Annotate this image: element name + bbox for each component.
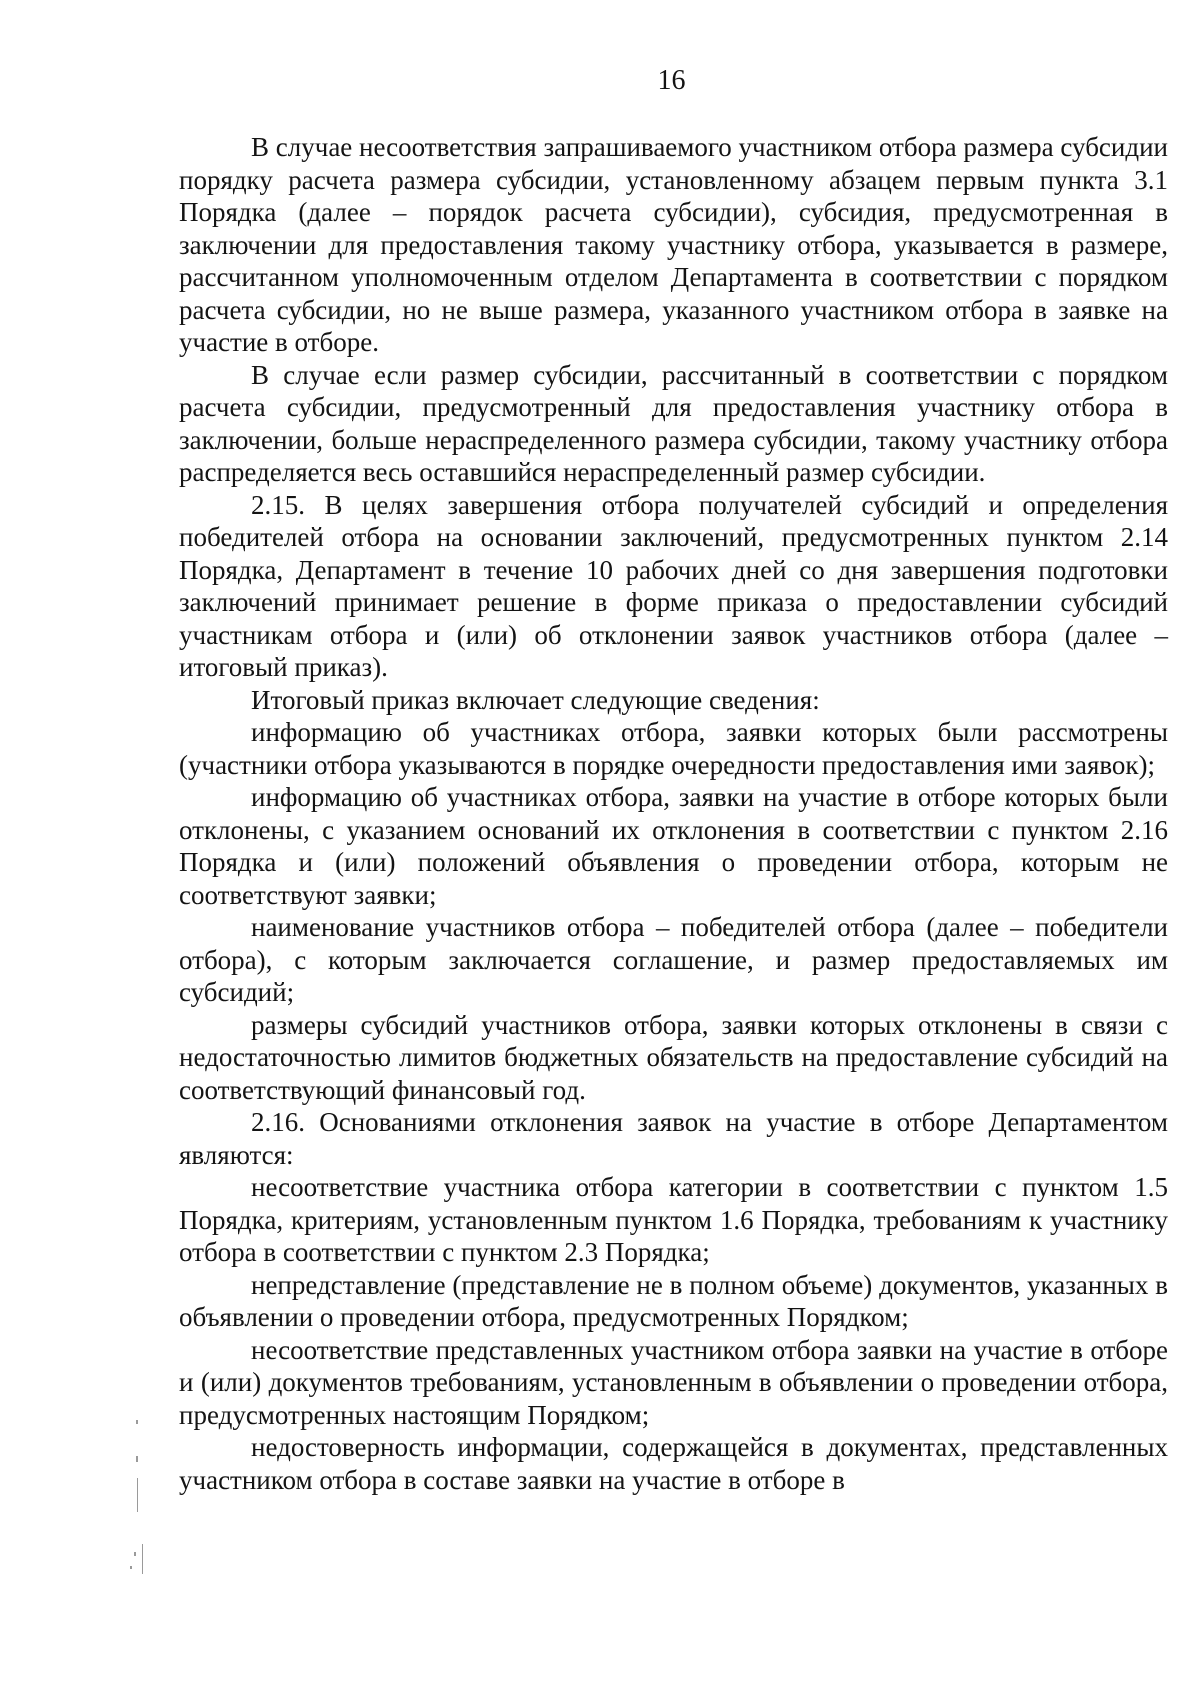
paragraph: информацию об участниках отбора, заявки которых были рассмотрены (участники отбора указываются в порядке очередности предоставления ими заявок); — [179, 717, 1168, 780]
paragraph: В случае если размер субсидии, рассчитанный в соответствии с порядком расчета субсидии, предусмотренный для предоставления участнику отбора в заключении, больше нераспределенного размера субсидии, такому участнику отбора распределяется весь оставшийся нераспределенный размер субсидии. — [179, 359, 1168, 487]
paragraph: непредставление (представление не в полном объеме) документов, указанных в объявлении о проведении отбора, предусмотренных Порядком; — [179, 1269, 1168, 1332]
scan-mark — [136, 1456, 138, 1462]
paragraph: В случае несоответствия запрашиваемого участником отбора размера субсидии порядку расчета размера субсидии, установленному абзацем первым пункта 3.1 Порядка (далее – порядок расчета субсидии), субсидия, предусмотренная в заключении для предоставления такому участнику отбора, указывается в размере, рассчитанном уполномоченным отделом Департамента в соответствии с порядком расчета субсидии, но не выше размера, указанного участником отбора в заявке на участие в отборе. — [179, 132, 1168, 357]
scan-mark — [134, 1552, 136, 1556]
paragraph: Итоговый приказ включает следующие сведения: — [251, 684, 820, 715]
scan-mark — [136, 1420, 138, 1424]
scan-artifact-marks — [130, 1420, 170, 1620]
paragraph: наименование участников отбора – победителей отбора (далее – победители отбора), с которым заключается соглашение, и размер предоставляемых им субсидий; — [179, 912, 1168, 1007]
document-body — [179, 131, 1168, 1496]
paragraph-last: недостоверность информации, содержащейся в документах, представленных участником отбора в составе заявки на участие в отборе в — [179, 1432, 1168, 1495]
paragraph: 2.15. В целях завершения отбора получателей субсидий и определения победителей отбора на основании заключений, предусмотренных пунктом 2.14 Порядка, Департамент в течение 10 рабочих дней со дня завершения подготовки заключений принимает решение в форме приказа о предоставлении субсидий участникам отбора и (или) об отклонении заявок участников отбора (далее – итоговый приказ). — [179, 489, 1168, 682]
scan-mark — [130, 1566, 132, 1569]
paragraph: несоответствие представленных участником отбора заявки на участие в отборе и (или) документов требованиям, установленным в объявлении о проведении отбора, предусмотренных настоящим Порядком; — [179, 1334, 1168, 1430]
paragraph: несоответствие участника отбора категории в соответствии с пунктом 1.5 Порядка, критериям, установленным пунктом 1.6 Порядка, требованиям к участнику отбора в соответствии с пунктом 2.3 Порядка; — [179, 1172, 1168, 1267]
paragraph: информацию об участниках отбора, заявки на участие в отборе которых были отклонены, с указанием оснований их отклонения в соответствии с пунктом 2.16 Порядка и (или) положений объявления о проведении отбора, которым не соответствуют заявки; — [179, 782, 1168, 910]
paragraph: 2.16. Основаниями отклонения заявок на участие в отборе Департаментом являются: — [179, 1107, 1168, 1170]
scan-mark — [137, 1478, 138, 1512]
paragraph: размеры субсидий участников отбора, заявки которых отклонены в связи с недостаточностью лимитов бюджетных обязательств на предоставление субсидий на соответствующий финансовый год. — [179, 1009, 1168, 1105]
page-number: 16 — [657, 65, 686, 96]
scan-mark — [142, 1544, 143, 1574]
